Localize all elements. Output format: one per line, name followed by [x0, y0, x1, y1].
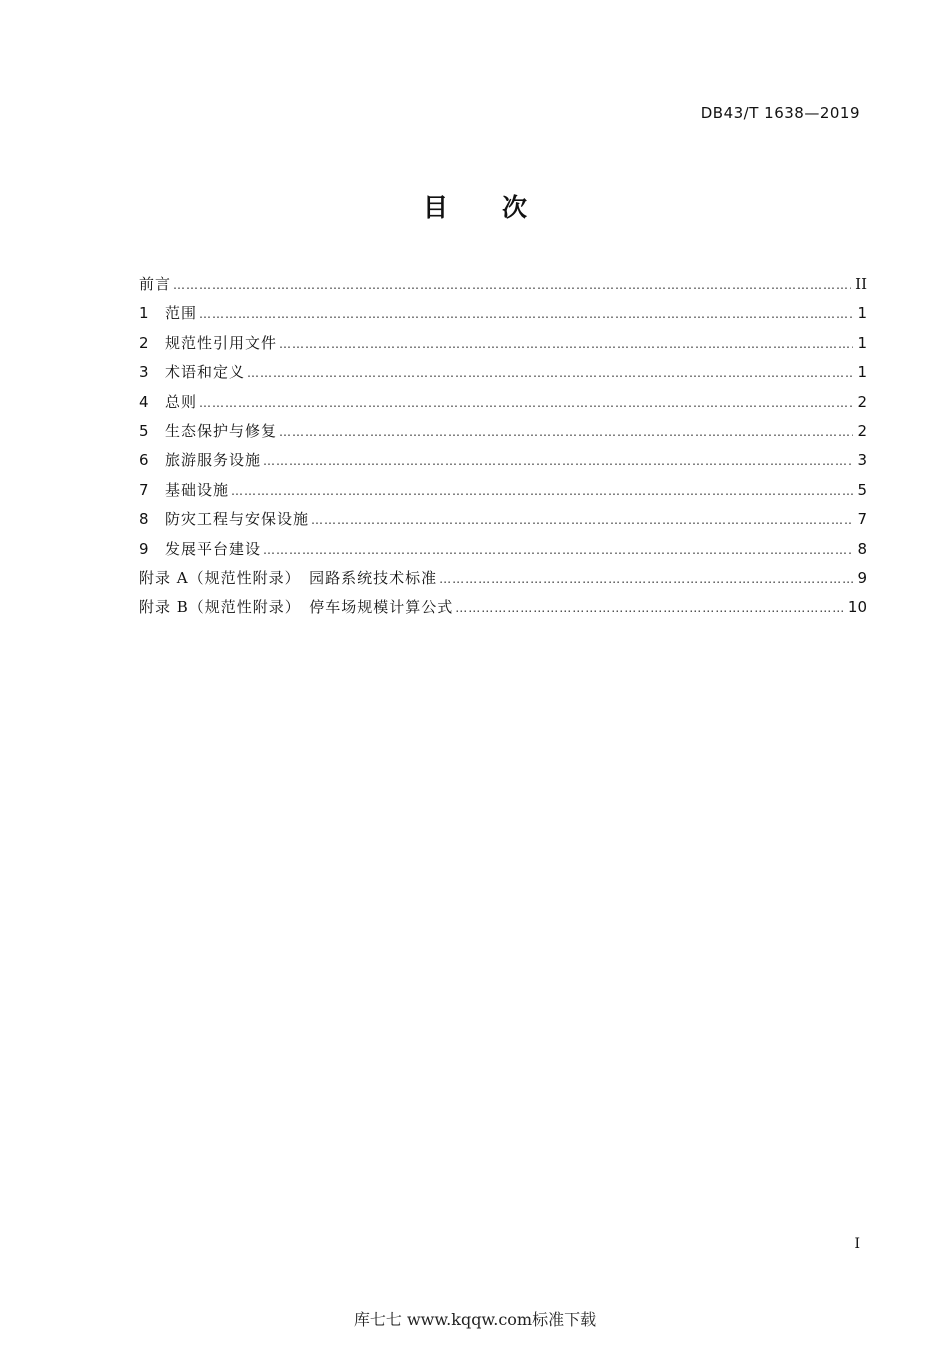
toc-entry-8[interactable]	[139, 505, 867, 534]
toc-entry-page: 1	[857, 333, 867, 352]
table-of-contents	[139, 270, 867, 623]
toc-entry-page: II	[855, 275, 867, 293]
toc-leader-dots	[173, 271, 851, 300]
toc-entry-number: 8	[139, 510, 149, 529]
toc-entry-label: 术语和定义	[165, 363, 246, 382]
toc-entry-page: 7	[857, 510, 867, 529]
toc-entry-page: 5	[857, 480, 867, 499]
toc-entry-number: 5	[139, 421, 149, 440]
toc-entry-label: 前言	[139, 275, 172, 293]
toc-entry-page: 9	[857, 568, 867, 587]
toc-leader-dots	[311, 506, 853, 535]
toc-leader-dots	[199, 389, 853, 418]
toc-leader-dots	[231, 477, 853, 506]
toc-entry-label: 规范性引用文件	[165, 333, 278, 352]
toc-title: 目次	[422, 193, 581, 222]
toc-entry-number: 4	[139, 392, 149, 411]
toc-entry-appendix-a[interactable]	[139, 564, 867, 593]
toc-entry-label: 基础设施	[165, 480, 230, 499]
toc-entry-9[interactable]	[139, 535, 867, 564]
toc-entry-5[interactable]	[139, 417, 867, 446]
toc-entry-number: 1	[139, 304, 149, 323]
toc-leader-dots	[263, 447, 853, 476]
toc-entry-page: 2	[857, 392, 867, 411]
watermark-footer: 库七七 www.kqqw.com标准下载	[353, 1310, 597, 1329]
toc-entry-2[interactable]	[139, 329, 867, 358]
toc-entry-number: 9	[139, 539, 149, 558]
toc-entry-page: 3	[857, 451, 867, 470]
page-number: I	[854, 1236, 860, 1252]
toc-entry-page: 10	[847, 598, 867, 617]
toc-entry-label: 防灾工程与安保设施	[165, 510, 310, 529]
toc-entry-label: 旅游服务设施	[165, 451, 262, 470]
toc-entry-3[interactable]	[139, 358, 867, 387]
toc-entry-page: 2	[857, 421, 867, 440]
toc-entry-label: 附录 A（规范性附录） 园路系统技术标准	[139, 568, 438, 587]
toc-entry-label: 生态保护与修复	[165, 421, 278, 440]
toc-leader-dots	[247, 359, 853, 388]
toc-entry-page: 1	[857, 363, 867, 382]
toc-entry-number: 6	[139, 451, 149, 470]
document-code: DB43/T 1638—2019	[700, 104, 860, 122]
toc-entry-label: 附录 B（规范性附录） 停车场规模计算公式	[139, 598, 454, 617]
toc-entry-1[interactable]	[139, 299, 867, 328]
toc-entry-4[interactable]	[139, 388, 867, 417]
toc-leader-dots	[455, 594, 844, 623]
toc-entry-label: 范围	[165, 304, 198, 323]
toc-entry-label: 总则	[165, 392, 198, 411]
toc-leader-dots	[439, 565, 853, 594]
toc-entry-page: 1	[857, 304, 867, 323]
toc-leader-dots	[279, 330, 853, 359]
toc-entry-number: 2	[139, 333, 149, 352]
toc-entry-preface[interactable]	[139, 270, 867, 299]
toc-leader-dots	[263, 536, 853, 565]
toc-entry-number: 3	[139, 363, 149, 382]
toc-entry-page: 8	[857, 539, 867, 558]
toc-entry-7[interactable]	[139, 476, 867, 505]
toc-leader-dots	[199, 300, 853, 329]
toc-entry-6[interactable]	[139, 446, 867, 475]
toc-entry-label: 发展平台建设	[165, 539, 262, 558]
toc-leader-dots	[279, 418, 853, 447]
toc-entry-number: 7	[139, 480, 149, 499]
toc-entry-appendix-b[interactable]	[139, 593, 867, 622]
